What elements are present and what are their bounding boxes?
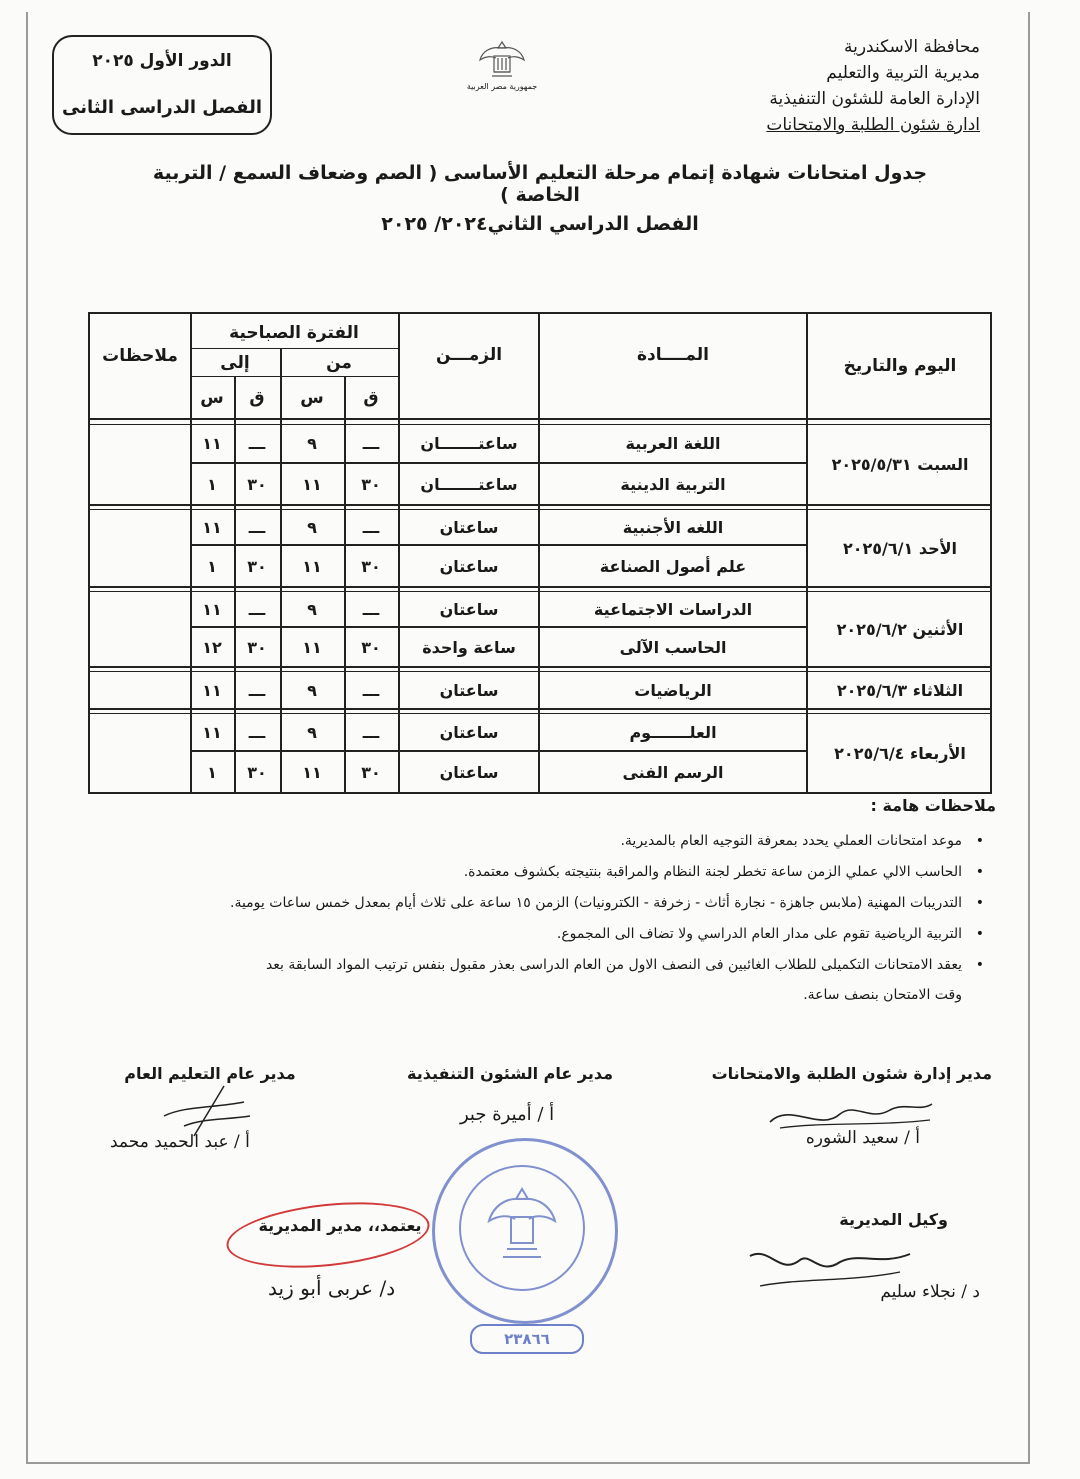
header-from: من — [326, 353, 352, 373]
duration-cell: ساعتان — [439, 599, 499, 619]
document-subtitle: الفصل الدراسي الثاني٢٠٢٤/ ٢٠٢٥ — [381, 213, 699, 235]
to-minute-cell: ـــ — [248, 722, 266, 742]
stamp-eagle-icon — [435, 1141, 609, 1315]
to-hour-cell: ١ — [207, 556, 217, 576]
header-notes: ملاحظات — [102, 346, 178, 366]
from-hour-cell: ١١ — [302, 556, 322, 576]
subject-cell: اللغه الأجنبية — [622, 517, 724, 537]
header-morning-period: الفترة الصباحية — [229, 323, 359, 343]
note-item: • الحاسب الالي عملي الزمن ساعة تخطر لجنة النظام والمراقبة بنتيجته بكشوف معتمدة. — [84, 857, 984, 888]
org-line-directorate: مديرية التربية والتعليم — [826, 63, 980, 83]
to-minute-cell: ٣٠ — [247, 762, 267, 782]
to-minute-cell: ٣٠ — [247, 556, 267, 576]
notes-list — [84, 826, 984, 1009]
from-hour-cell: ١١ — [302, 637, 322, 657]
to-minute-cell: ـــ — [248, 599, 266, 619]
emblem-caption: جمهورية مصر العربية — [466, 82, 538, 91]
header-day-date: اليوم والتاريخ — [843, 356, 957, 376]
from-minute-cell: ٣٠ — [361, 637, 381, 657]
subject-cell: التربية الدينية — [620, 474, 726, 494]
from-minute-cell: ـــ — [362, 433, 380, 453]
deputy-title: وكيل المديرية — [839, 1210, 948, 1229]
organization-header — [680, 34, 980, 138]
header-subject: المــــادة — [637, 345, 709, 365]
exam-round-label: الدور الأول ٢٠٢٥ — [92, 51, 232, 71]
students-mgr-name: أ / سعيد الشوره — [805, 1128, 920, 1148]
document-title: جدول امتحانات شهادة إتمام مرحلة التعليم الأساسى ( الصم وضعاف السمع / التربية الخاصة ) — [152, 162, 928, 206]
to-minute-cell: ـــ — [248, 517, 266, 537]
org-line-exams-admin: ادارة شئون الطلبة والامتحانات — [766, 115, 980, 135]
duration-cell: ساعتـــــــان — [420, 433, 518, 453]
duration-cell: ساعتان — [439, 762, 499, 782]
subject-cell: الرياضيات — [634, 680, 712, 700]
note-continuation: وقت الامتحان بنصف ساعة. — [803, 987, 962, 1003]
day-monday: الأثنين ٢٠٢٥/٦/٢ — [836, 619, 964, 639]
subject-cell: الرسم الفنى — [622, 762, 724, 782]
day-separator — [90, 708, 990, 710]
director-name: د/ عربى أبو زيد — [268, 1276, 396, 1300]
duration-cell: ساعتان — [439, 722, 499, 742]
period-divider — [190, 348, 400, 349]
day-sunday: الأحد ٢٠٢٥/٦/١ — [842, 538, 958, 558]
from-hour-cell: ٩ — [307, 722, 317, 742]
org-line-general-admin: الإدارة العامة للشئون التنفيذية — [769, 89, 980, 109]
to-hour-cell: ١١ — [202, 680, 222, 700]
from-hour-cell: ٩ — [307, 517, 317, 537]
header-to: إلى — [220, 353, 250, 373]
subject-cell: اللغة العربية — [625, 433, 721, 453]
from-minute-cell: ـــ — [362, 599, 380, 619]
to-hour-cell: ١١ — [202, 599, 222, 619]
header-from-hour: س — [300, 388, 324, 408]
subject-cell: الحاسب الآلى — [619, 637, 727, 657]
note-item: • يعقد الامتحانات التكميلى للطلاب الغائبين فى النصف الاول من العام الدراسى بعذر مقبول بنفس ترتيب المواد السابقة بعد — [84, 950, 984, 981]
duration-cell: ساعة واحدة — [422, 637, 516, 657]
subject-cell: علم أصول الصناعة — [599, 556, 747, 576]
note-item: • التدريبات المهنية (ملابس جاهزة - نجارة أثاث - زخرفة - الكترونيات) الزمن ١٥ ساعة على ثلاث أيام بمعدل خمس ساعات يومية. — [84, 888, 984, 919]
eagle-icon — [470, 36, 534, 82]
subject-cell: العلـــــــوم — [629, 722, 717, 742]
day-separator — [90, 586, 990, 588]
to-hour-cell: ١٢ — [202, 637, 222, 657]
day-wednesday: الأربعاء ٢٠٢٥/٦/٤ — [834, 743, 966, 763]
to-minute-cell: ٣٠ — [247, 474, 267, 494]
stamp-number: ٢٣٨٦٦ — [470, 1324, 584, 1354]
from-minute-cell: ـــ — [362, 680, 380, 700]
official-stamp — [432, 1138, 618, 1324]
exec-mgr-name: أ / أميرة جبر — [460, 1104, 555, 1125]
duration-cell: ساعتان — [439, 556, 499, 576]
duration-cell: ساعتان — [439, 517, 499, 537]
from-hour-cell: ٩ — [307, 599, 317, 619]
header-bottom-line — [90, 418, 990, 420]
from-hour-cell: ١١ — [302, 762, 322, 782]
subject-cell: الدراسات الاجتماعية — [593, 599, 753, 619]
duration-cell: ساعتـــــــان — [420, 474, 518, 494]
duration-cell: ساعتان — [439, 680, 499, 700]
from-minute-cell: ٣٠ — [361, 474, 381, 494]
header-duration: الزمـــن — [435, 345, 503, 365]
from-minute-cell: ٣٠ — [361, 762, 381, 782]
deputy-name: د / نجلاء سليم — [880, 1282, 980, 1302]
to-minute-cell: ـــ — [248, 680, 266, 700]
from-hour-cell: ١١ — [302, 474, 322, 494]
header-to-minute: ق — [249, 388, 265, 408]
students-mgr-title: مدير إدارة شئون الطلبة والامتحانات — [711, 1064, 992, 1083]
exam-schedule-table — [88, 312, 992, 794]
from-minute-cell: ٣٠ — [361, 556, 381, 576]
to-hour-cell: ١١ — [202, 722, 222, 742]
exam-round-box — [52, 35, 272, 135]
from-hour-cell: ٩ — [307, 680, 317, 700]
note-item: • موعد امتحانات العملي يحدد بمعرفة التوجيه العام بالمديرية. — [84, 826, 984, 857]
to-hour-cell: ١ — [207, 762, 217, 782]
from-hour-cell: ٩ — [307, 433, 317, 453]
exec-mgr-title: مدير عام الشئون التنفيذية — [406, 1064, 614, 1083]
org-line-governorate: محافظة الاسكندرية — [843, 37, 980, 57]
to-hour-cell: ١١ — [202, 517, 222, 537]
edu-mgr-name: أ / عبد الحميد محمد — [110, 1132, 250, 1152]
to-minute-cell: ـــ — [248, 433, 266, 453]
day-tuesday: الثلاثاء ٢٠٢٥/٦/٣ — [836, 680, 964, 700]
semester-label: الفصل الدراسى الثانى — [62, 97, 262, 118]
to-minute-cell: ٣٠ — [247, 637, 267, 657]
from-to-divider — [190, 376, 400, 377]
notes-title: ملاحظات هامة : — [870, 796, 996, 815]
day-separator — [90, 504, 990, 506]
to-hour-cell: ١ — [207, 474, 217, 494]
edu-mgr-title: مدير عام التعليم العام — [124, 1064, 296, 1083]
day-saturday: السبت ٢٠٢٥/٥/٣١ — [831, 454, 969, 474]
day-separator — [90, 666, 990, 668]
approval-text: يعتمد،، مدير المديرية — [258, 1216, 422, 1235]
eagle-emblem — [466, 36, 538, 96]
from-minute-cell: ـــ — [362, 722, 380, 742]
note-item: • التربية الرياضية تقوم على مدار العام الدراسي ولا تضاف الى المجموع. — [84, 919, 984, 950]
from-minute-cell: ـــ — [362, 517, 380, 537]
header-from-minute: ق — [363, 388, 379, 408]
to-hour-cell: ١١ — [202, 433, 222, 453]
header-to-hour: س — [200, 388, 224, 408]
